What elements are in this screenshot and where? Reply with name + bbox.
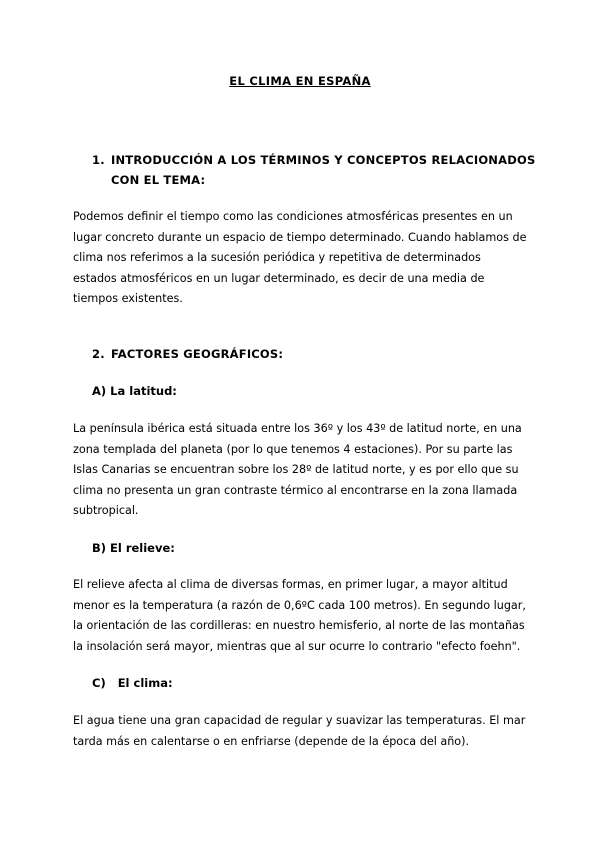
section-1-paragraph: Podemos definir el tiempo como las condiciones atmosféricas presentes en un lugar concreto durante un espacio de tiempo determinado. Cuando hablamos de clima nos referimos a la sucesión periódica y repetitiva de determinados estados atmosféricos en un lugar determinado, es decir de una media de tiempos existentes. — [73, 210, 527, 305]
subsection-b-paragraph: El relieve afecta al clima de diversas formas, en primer lugar, a mayor altitud menor es la temperatura (a razón de 0,6ºC cada 100 metros). En segundo lugar, la orientación de las cordilleras: en nuestro hemisferio, al norte de las montañas la insolación será mayor, mientras que al sur ocurre lo contrario "efecto foehn". — [73, 578, 526, 653]
section-1-number: 1. — [92, 153, 105, 167]
section-1-heading-line1: INTRODUCCIÓN A LOS TÉRMINOS Y CONCEPTOS RELACIONADOS — [111, 153, 536, 167]
subsection-a-paragraph: La península ibérica está situada entre los 36º y los 43º de latitud norte, en una zona templada del planeta (por lo que tenemos 4 estaciones). Por su parte las Islas Canarias se encuentran sobre los 28º de latitud norte, y es por ello que su clima no presenta un gran contraste térmico al encontrarse en la zona llamada subtropical. — [73, 422, 522, 517]
subsection-c-label: C) El clima: — [92, 676, 173, 690]
section-1-heading — [92, 150, 542, 190]
section-1-heading-line2: CON EL TEMA: — [111, 173, 206, 187]
subsection-c-paragraph: El agua tiene una gran capacidad de regular y suavizar las temperaturas. El mar tarda más en calentarse o en enfriarse (depende de la época del año). — [73, 714, 526, 748]
section-2-heading — [92, 344, 542, 364]
subsection-b-label: B) El relieve: — [92, 541, 175, 555]
document-title: EL CLIMA EN ESPAÑA — [229, 74, 371, 88]
subsection-a-label: A) La latitud: — [92, 384, 177, 398]
section-2-heading-text: FACTORES GEOGRÁFICOS: — [111, 347, 284, 361]
section-2-number: 2. — [92, 347, 105, 361]
